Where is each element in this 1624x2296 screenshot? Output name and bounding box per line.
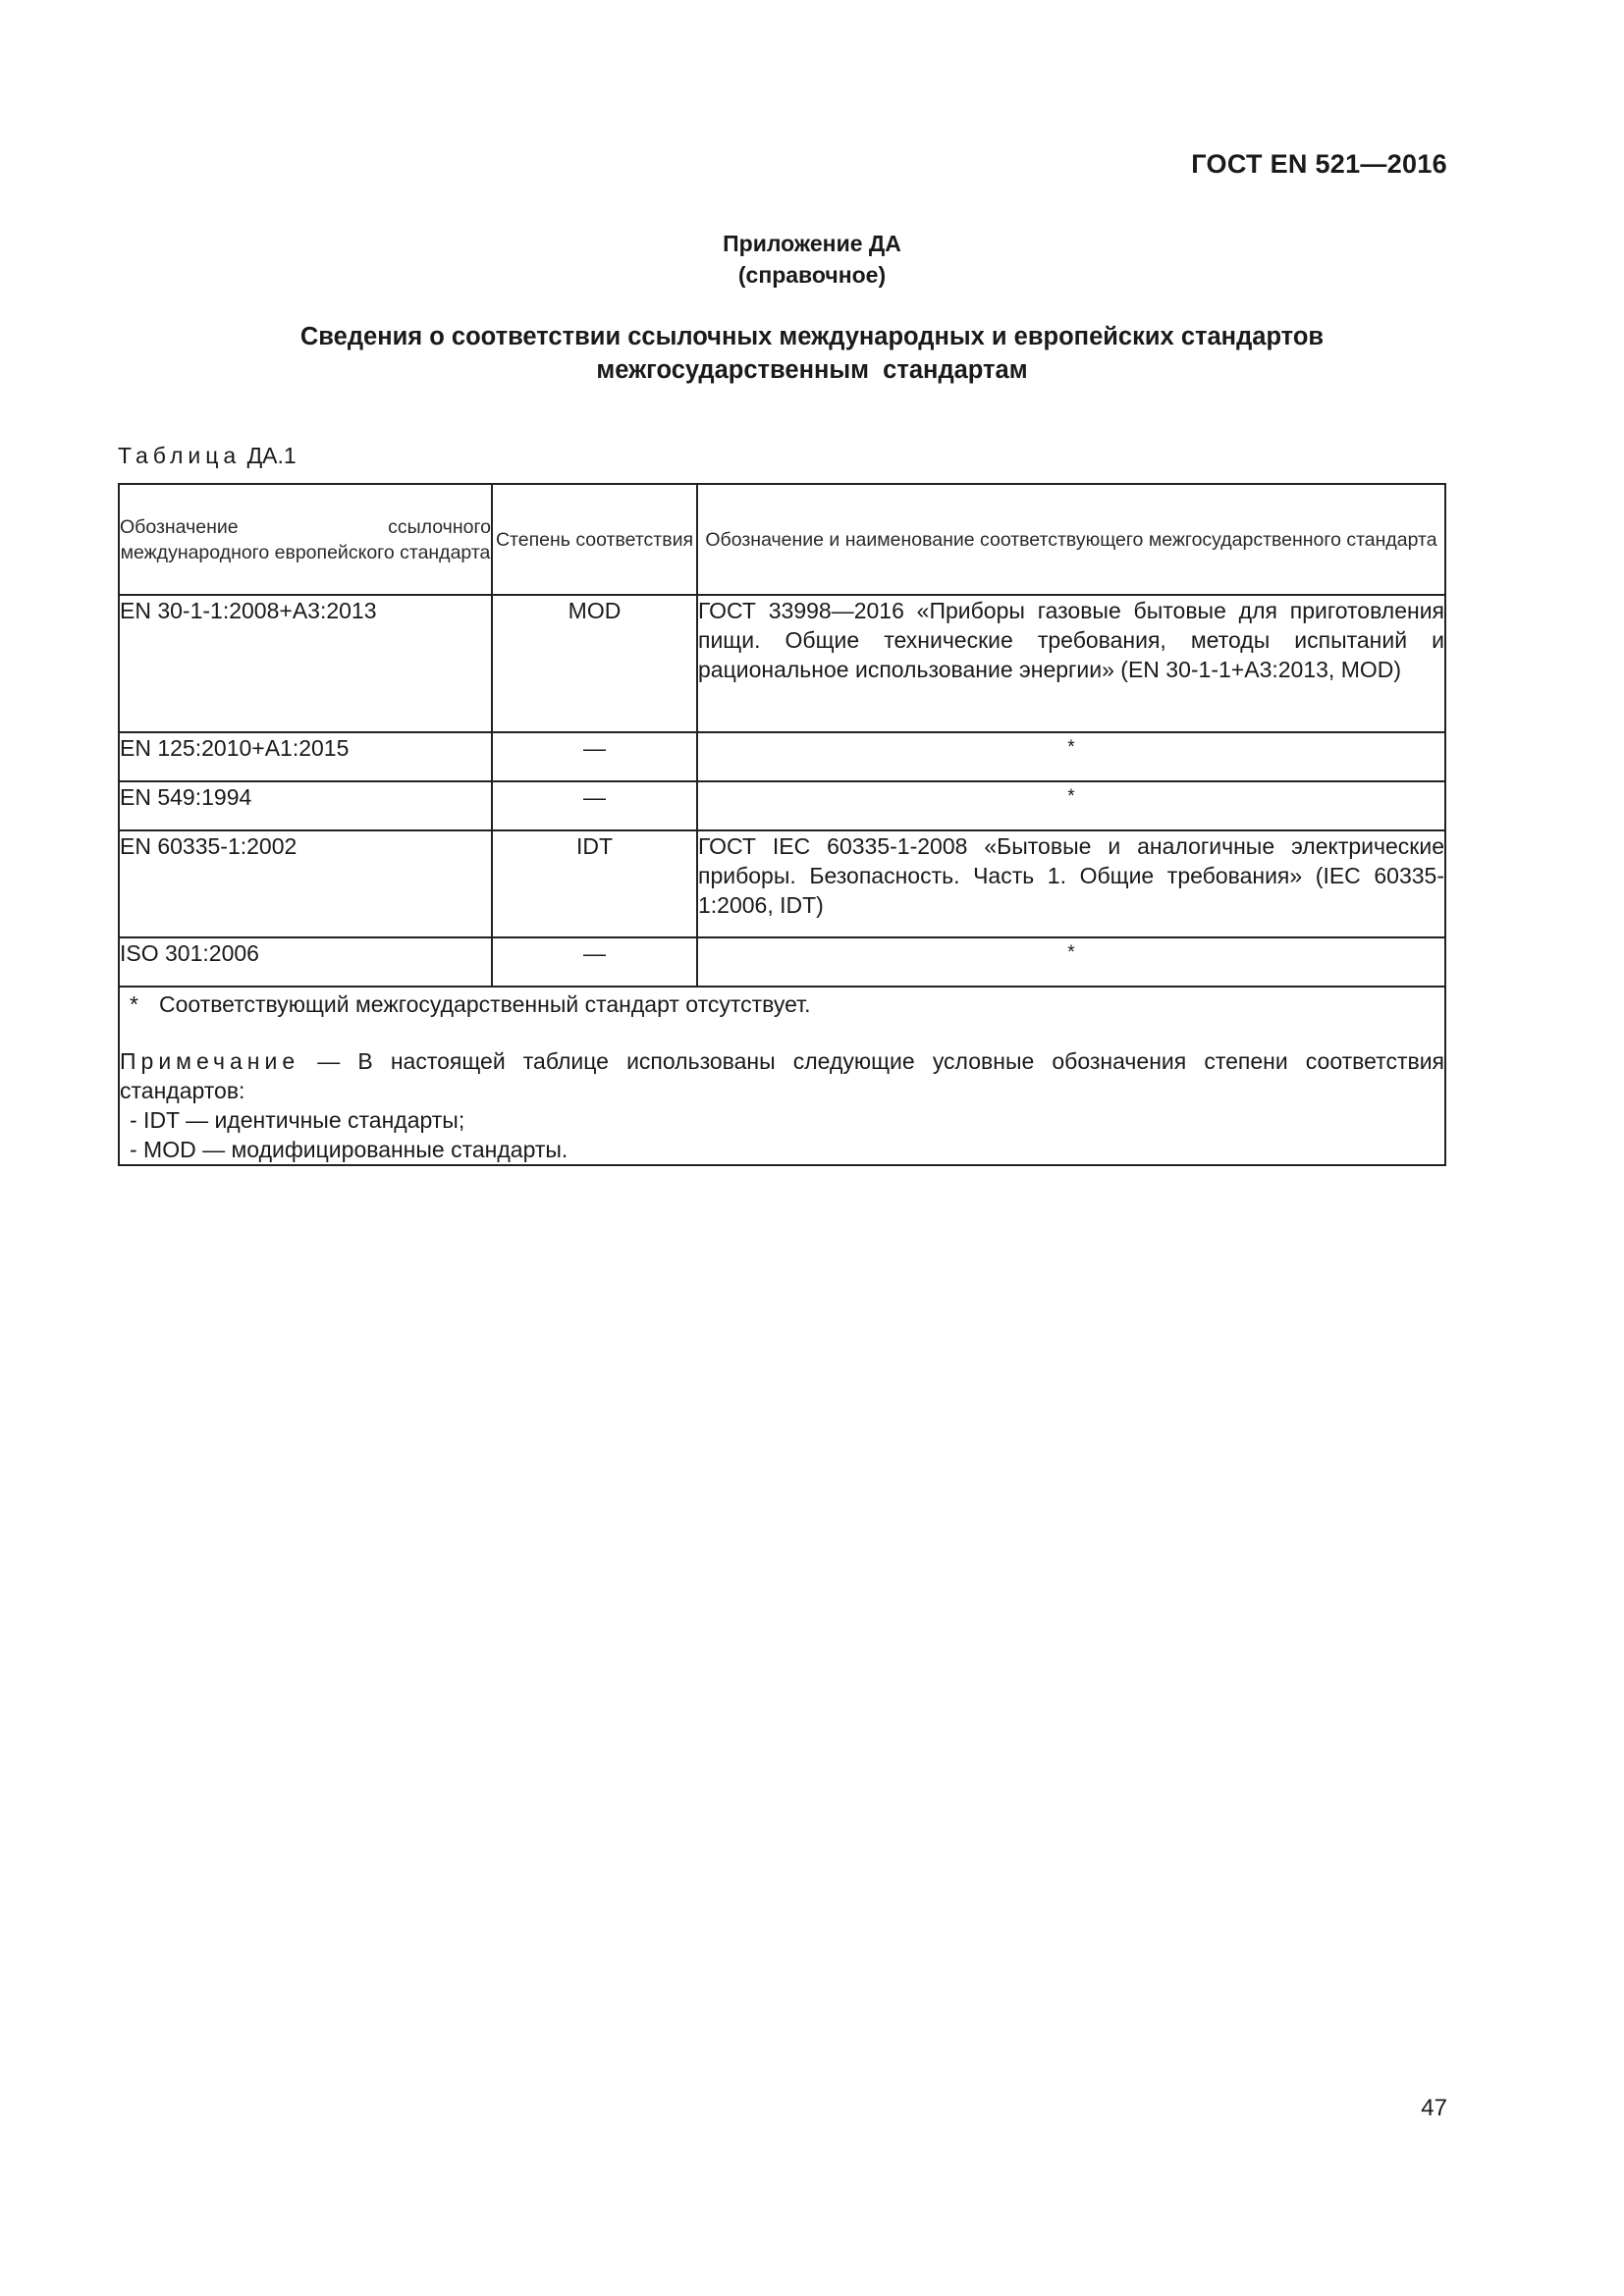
list-item: - IDT — идентичные стандарты; <box>130 1107 465 1133</box>
list-item: - MOD — модифицированные стандарты. <box>130 1137 568 1162</box>
cell-reference: ISO 301:2006 <box>119 937 492 987</box>
page-number: 47 <box>1421 2095 1447 2121</box>
footnote-mark: * <box>130 991 138 1017</box>
cell-degree: IDT <box>492 830 697 937</box>
appendix-heading <box>0 228 1624 291</box>
cell-degree: MOD <box>492 595 697 732</box>
table-row <box>119 937 1445 987</box>
cell-national-standard: ГОСТ 33998—2016 «Приборы газовые бытовые для приготовления пищи. Общие технические требования, методы испытаний и рациональное использование энергии» (EN 30-1-1+A3:2013, MOD) <box>697 595 1445 732</box>
table-row <box>119 732 1445 781</box>
section-title <box>0 320 1624 387</box>
appendix-title: Приложение ДА <box>723 231 901 256</box>
cell-reference: EN 60335-1:2002 <box>119 830 492 937</box>
note-text: — В настоящей таблице использованы следующие условные обозначения степени соответствия стандартов: <box>120 1048 1444 1103</box>
section-title-line-2: межгосударственным стандартам <box>596 356 1028 384</box>
cell-reference: EN 30-1-1:2008+A3:2013 <box>119 595 492 732</box>
table-caption-label: Таблица <box>118 443 242 468</box>
cell-reference: EN 549:1994 <box>119 781 492 830</box>
table-row <box>119 595 1445 732</box>
table-notes-cell <box>119 987 1445 1165</box>
note-label: Примечание <box>120 1048 300 1074</box>
cell-national-standard: ГОСТ IEC 60335-1-2008 «Бытовые и аналогичные электрические приборы. Безопасность. Часть 1. Общие требования» (IEC 60335-1:2006, IDT) <box>697 830 1445 937</box>
table-header-row <box>119 484 1445 595</box>
section-title-line-1: Сведения о соответствии ссылочных международных и европейских стандартов <box>299 323 1325 350</box>
header-reference-standard: Обозначение ссылочного международного европейского стандарта <box>119 484 492 595</box>
cell-national-standard: * <box>697 937 1445 987</box>
table-footnote <box>120 989 1444 1019</box>
note-list <box>120 1105 1444 1164</box>
table-caption-number: ДА.1 <box>246 443 297 468</box>
table-note <box>120 1046 1444 1105</box>
cell-degree: — <box>492 781 697 830</box>
cell-national-standard: * <box>697 781 1445 830</box>
cell-reference: EN 125:2010+A1:2015 <box>119 732 492 781</box>
appendix-subtitle: (справочное) <box>737 262 887 288</box>
table-row <box>119 830 1445 937</box>
document-code: ГОСТ EN 521—2016 <box>1191 149 1447 179</box>
header-degree-of-correspondence: Степень соответствия <box>492 484 697 595</box>
table-notes-row <box>119 987 1445 1165</box>
table-caption <box>118 441 297 470</box>
footnote-text: Соответствующий межгосударственный стандарт отсутствует. <box>159 991 811 1017</box>
standards-correspondence-table <box>118 483 1446 1166</box>
cell-degree: — <box>492 937 697 987</box>
table-row <box>119 781 1445 830</box>
header-interstate-standard: Обозначение и наименование соответствующего межгосударственного стандарта <box>697 484 1445 595</box>
cell-national-standard: * <box>697 732 1445 781</box>
cell-degree: — <box>492 732 697 781</box>
